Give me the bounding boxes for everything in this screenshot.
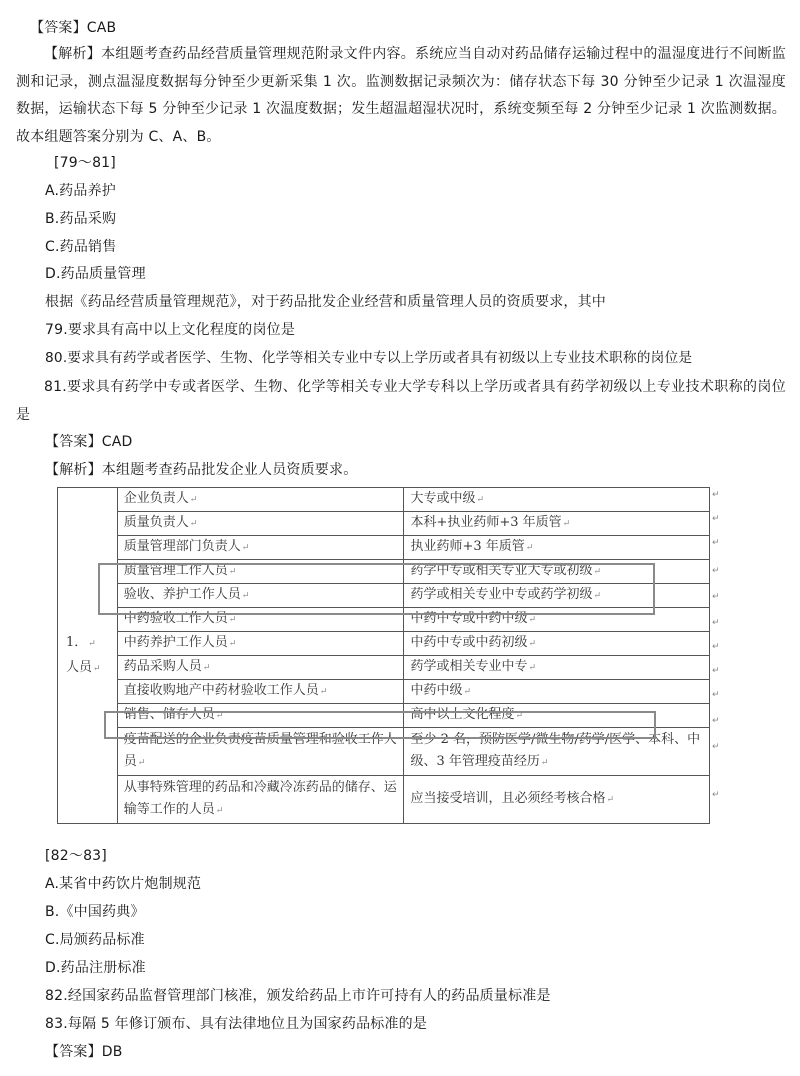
answer-line-2: 【答案】CAD bbox=[45, 434, 133, 450]
option-c: C.局颁药品标准 bbox=[45, 932, 145, 948]
qualification-table-wrapper bbox=[57, 487, 737, 824]
role-cell: 销售、储存人员↵ bbox=[117, 704, 404, 728]
role-cell: 企业负责人↵ bbox=[117, 488, 404, 512]
question-82: 82.经国家药品监督管理部门核准，颁发给药品上市许可持有人的药品质量标准是 bbox=[45, 988, 551, 1004]
requirement-cell: 中药中级↵ bbox=[404, 680, 710, 704]
highlight-box-quality-inspection bbox=[98, 563, 655, 615]
option-a: A.药品养护 bbox=[45, 183, 116, 199]
requirement-cell: 执业药师+3 年质管↵ bbox=[404, 536, 710, 560]
option-d: D.药品质量管理 bbox=[45, 266, 146, 282]
row-end-mark: ↵ bbox=[712, 690, 720, 700]
requirement-cell: 药学或相关专业中专或药学初级↵ bbox=[404, 584, 710, 608]
role-cell: 从事特殊管理的药品和冷藏冷冻药品的储存、运输等工作的人员↵ bbox=[117, 776, 404, 824]
question-79: 79.要求具有高中以上文化程度的岗位是 bbox=[45, 322, 296, 338]
requirement-cell: 应当接受培训，且必须经考核合格↵ bbox=[404, 776, 710, 824]
table-row bbox=[58, 656, 710, 680]
table-row bbox=[58, 512, 710, 536]
table-row bbox=[58, 488, 710, 512]
row-end-mark: ↵ bbox=[712, 566, 720, 576]
role-cell: 验收、养护工作人员↵ bbox=[117, 584, 404, 608]
requirement-cell: 药学或相关专业中专↵ bbox=[404, 656, 710, 680]
analysis-paragraph-1: 【解析】本组题考查药品经营质量管理规范附录文件内容。系统应当自动对药品储存运输过程中的温湿度进行不间断监测和记录，测点温湿度数据每分钟至少更新采集 1 次。监测数据记录频次为：储存状态下每 30 分钟至少记录 1 次温湿度数据，运输状态下每 5 分钟至少记录 1 次温度数据；发生超温超湿状况时，系统变频至每 2 分钟至少记录 1 次监测数据。故本组题答案分别为 C、A、B。 bbox=[16, 46, 786, 145]
row-end-mark: ↵ bbox=[712, 790, 720, 800]
role-cell: 质量负责人↵ bbox=[117, 512, 404, 536]
row-end-mark: ↵ bbox=[712, 514, 720, 524]
option-d: D.药品注册标准 bbox=[45, 960, 146, 976]
highlight-box-sales-storage bbox=[104, 711, 656, 739]
row-end-mark: ↵ bbox=[712, 642, 720, 652]
requirement-cell: 本科+执业药师+3 年质管↵ bbox=[404, 512, 710, 536]
question-range-79-81: [79～81] bbox=[54, 155, 116, 171]
row-end-mark: ↵ bbox=[712, 618, 720, 628]
question-81: 81.要求具有药学中专或者医学、生物、化学等相关专业大学专科以上学历或者具有药学初级以上专业技术职称的岗位是 bbox=[16, 379, 786, 423]
row-end-mark: ↵ bbox=[712, 716, 720, 726]
option-b: B.《中国药典》 bbox=[45, 904, 145, 920]
answer-line-3: 【答案】DB bbox=[45, 1044, 123, 1060]
requirement-cell: 中药中专或中药初级↵ bbox=[404, 632, 710, 656]
group-cell bbox=[58, 488, 118, 824]
row-end-mark: ↵ bbox=[712, 538, 720, 548]
group-number: 1．↵ bbox=[66, 634, 96, 650]
row-end-mark: ↵ bbox=[712, 592, 720, 602]
role-cell: 直接收购地产中药材验收工作人员↵ bbox=[117, 680, 404, 704]
requirement-cell: 药学中专或相关专业大专或初级↵ bbox=[404, 560, 710, 584]
table-row bbox=[58, 680, 710, 704]
question-range-82-83: [82～83] bbox=[45, 848, 107, 864]
answer-line-1: 【答案】CAB bbox=[30, 20, 117, 36]
role-cell: 药品采购人员↵ bbox=[117, 656, 404, 680]
analysis-line-2: 【解析】本组题考查药品批发企业人员资质要求。 bbox=[45, 462, 358, 478]
requirement-cell: 中药中专或中药中级↵ bbox=[404, 608, 710, 632]
row-end-mark: ↵ bbox=[712, 490, 720, 500]
group-label: 人员↵ bbox=[66, 659, 101, 675]
option-a: A.某省中药饮片炮制规范 bbox=[45, 876, 202, 892]
option-b: B.药品采购 bbox=[45, 211, 117, 227]
role-cell: 疫苗配送的企业负责疫苗质量管理和验收工作人员↵ bbox=[117, 728, 404, 776]
row-end-mark: ↵ bbox=[712, 666, 720, 676]
role-cell: 中药验收工作人员↵ bbox=[117, 608, 404, 632]
question-stem: 根据《药品经营质量管理规范》，对于药品批发企业经营和质量管理人员的资质要求，其中 bbox=[45, 294, 606, 310]
role-cell: 质量管理工作人员↵ bbox=[117, 560, 404, 584]
requirement-cell: 高中以上文化程度↵ bbox=[404, 704, 710, 728]
requirement-cell: 大专或中级↵ bbox=[404, 488, 710, 512]
question-80: 80.要求具有药学或者医学、生物、化学等相关专业中专以上学历或者具有初级以上专业技术职称的岗位是 bbox=[45, 350, 693, 366]
qualification-table bbox=[57, 487, 710, 824]
role-cell: 质量管理部门负责人↵ bbox=[117, 536, 404, 560]
question-83: 83.每隔 5 年修订颁布、具有法律地位且为国家药品标准的是 bbox=[45, 1016, 428, 1032]
role-cell: 中药养护工作人员↵ bbox=[117, 632, 404, 656]
table-row bbox=[58, 536, 710, 560]
requirement-cell: 至少 2 名，预防医学/微生物/药学/医学、本科、中级、3 年管理疫苗经历↵ bbox=[404, 728, 710, 776]
table-row bbox=[58, 632, 710, 656]
table-row bbox=[58, 776, 710, 824]
option-c: C.药品销售 bbox=[45, 239, 117, 255]
row-end-mark: ↵ bbox=[712, 742, 720, 752]
